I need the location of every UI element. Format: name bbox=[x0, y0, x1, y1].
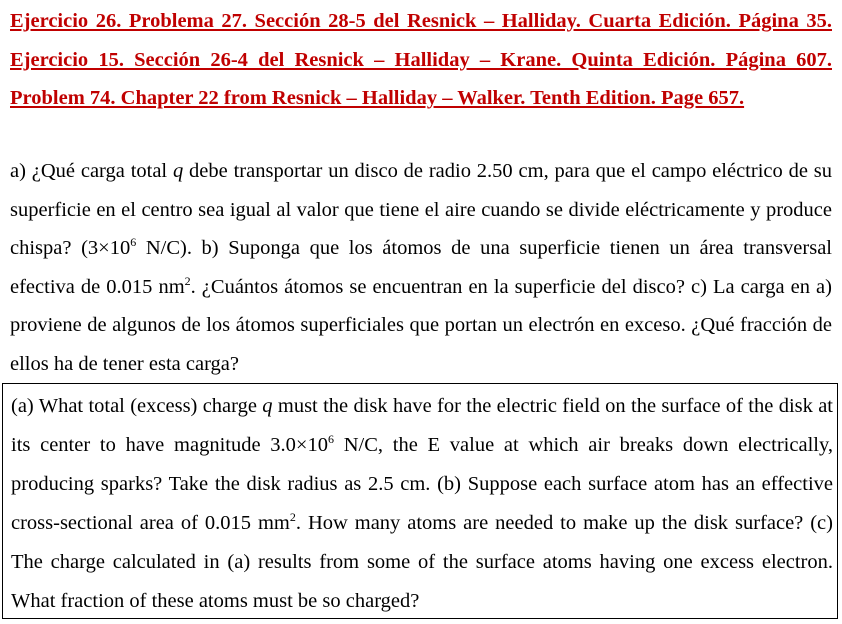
english-variable-q: q bbox=[262, 395, 273, 417]
spanish-text-part-3: N/C). b) Suponga que los átomos de una superficie tienen un área transversal efectiva de 0.015 nm bbox=[10, 237, 833, 298]
english-problem-statement bbox=[11, 387, 833, 621]
english-exponent-1: 6 bbox=[327, 432, 334, 446]
english-problem-box bbox=[2, 383, 838, 619]
english-exponent-2: 2 bbox=[289, 510, 296, 524]
spanish-problem-statement bbox=[10, 152, 832, 383]
exercise-reference-heading bbox=[10, 2, 832, 118]
spanish-text-part-1: a) ¿Qué carga total bbox=[10, 160, 173, 182]
spanish-text-part-4: . ¿Cuántos átomos se encuentran en la superficie del disco? c) La carga en a) proviene de algunos de los átomos superficiales que portan un electrón en exceso. ¿Qué fracción de ellos ha de tener esta carga? bbox=[10, 275, 832, 375]
english-text-part-4: . How many atoms are needed to make up the disk surface? (c) The charge calculated in (a) results from some of the surface atoms having one excess electron. What fraction of these atoms must be so charged? bbox=[11, 512, 833, 612]
spanish-variable-q: q bbox=[172, 160, 184, 182]
english-text-part-3: N/C, the E value at which air breaks down electrically, producing sparks? Take the disk radius as 2.5 cm. (b) Suppose each surface atom has an effective cross-sectional area of 0.015 mm bbox=[11, 434, 833, 534]
spanish-exponent-2: 2 bbox=[184, 273, 191, 288]
english-text-part-2: must the disk have for the electric field on the surface of the disk at its center to have magnitude 3.0×10 bbox=[11, 395, 833, 456]
spanish-exponent-1: 6 bbox=[130, 235, 137, 249]
heading-text: Ejercicio 26. Problema 27. Sección 28-5 del Resnick – Halliday. Cuarta Edición. Página 35. Ejercicio 15. Sección 26-4 del Resnick – Halliday – Krane. Quinta Edición. Página 607. Problem 74. Chapter 22 from Resnick – Halliday – Walker. Tenth Edition. Page 657. bbox=[10, 10, 832, 109]
english-text-part-1: (a) What total (excess) charge bbox=[11, 395, 263, 417]
spanish-text-part-2: debe transportar un disco de radio 2.50 cm, para que el campo eléctrico de su superficie en el centro sea igual al valor que tiene el aire cuando se divide eléctricamente y produce chispa? (3×10 bbox=[10, 160, 832, 259]
